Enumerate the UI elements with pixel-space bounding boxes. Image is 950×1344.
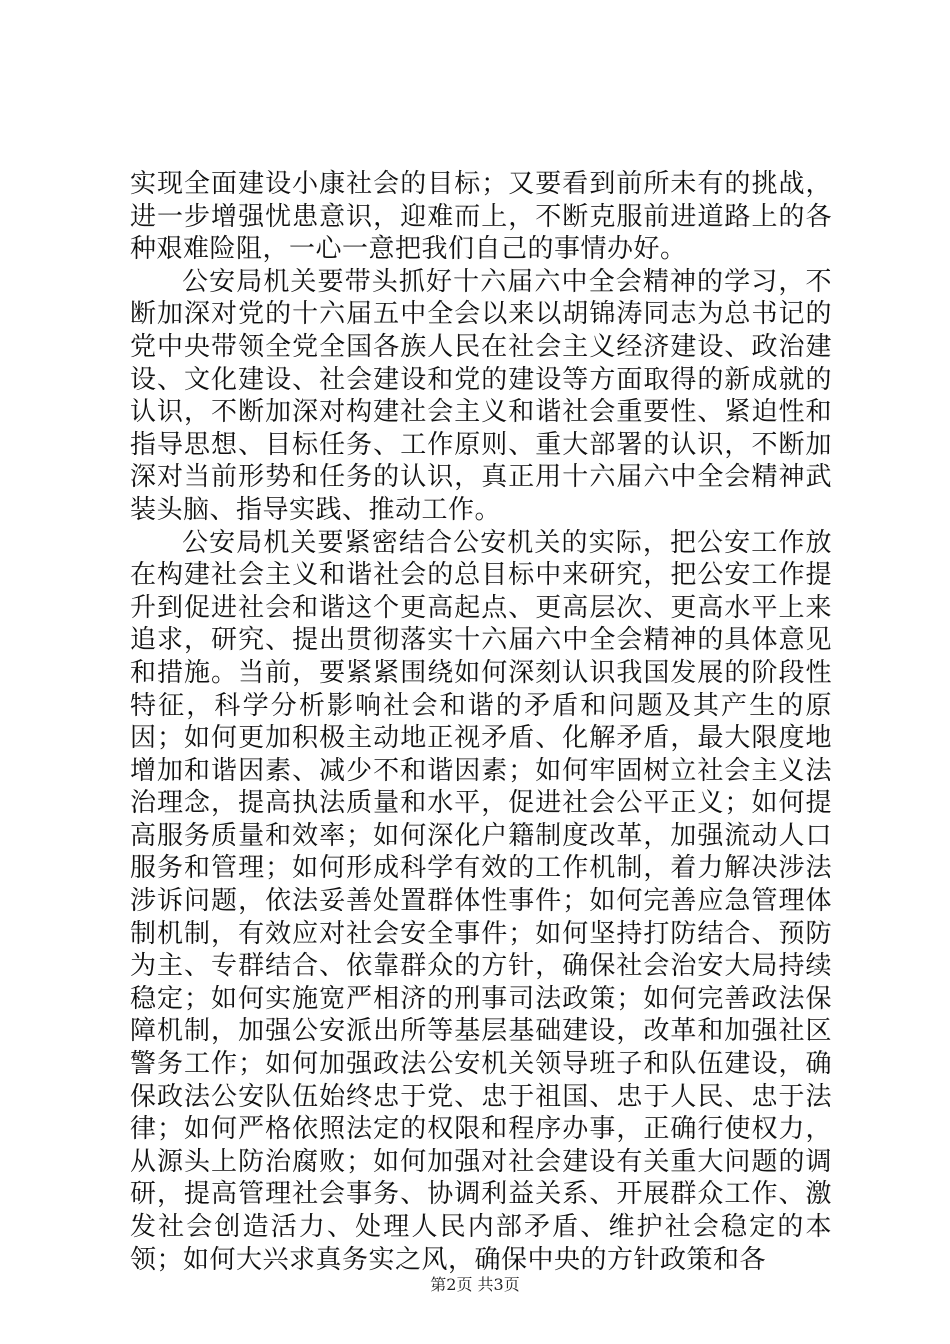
paragraph-3: 公安局机关要紧密结合公安机关的实际，把公安工作放在构建社会主义和谐社会的总目标中来研究，把公安工作提升到促进社会和谐这个更高起点、更高层次、更高水平上来追求，研究、提出贯彻落实十六届六中全会精神的具体意见和措施。当前，要紧紧围绕如何深刻认识我国发展的阶段性特征，科学分析影响社会和谐的矛盾和问题及其产生的原因；如何更加积极主动地正视矛盾、化解矛盾，最大限度地增加和谐因素、减少不和谐因素；如何牢固树立社会主义法治理念，提高执法质量和水平，促进社会公平正义；如何提高服务质量和效率；如何深化户籍制度改革，加强流动人口服务和管理；如何形成科学有效的工作机制，着力解决涉法涉诉问题，依法妥善处置群体性事件；如何完善应急管理体制机制，有效应对社会安全事件；如何坚持打防结合、预防为主、专群结合、依靠群众的方针，确保社会治安大局持续稳定；如何实施宽严相济的刑事司法政策；如何完善政法保障机制，加强公安派出所等基层基础建设，改革和加强社区警务工作；如何加强政法公安机关领导班子和队伍建设，确保政法公安队伍始终忠于党、忠于祖国、忠于人民、忠于法律；如何严格依照法定的权限和程序办事，正确行使权力，从源头上防治腐败；如何加强对社会建设有关重大问题的调研，提高管理社会事务、协调利益关系、开展群众工作、激发社会创造活力、处理人民内部矛盾、维护社会稳定的本领；如何大兴求真务实之风，确保中央的方针政策和各	[130, 527, 832, 1275]
page-number-footer: 第2页 共3页	[430, 1275, 520, 1294]
paragraph-1: 实现全面建设小康社会的目标；又要看到前所未有的挑战，进一步增强忧患意识，迎难而上，不断克服前进道路上的各种艰难险阻，一心一意把我们自己的事情办好。	[130, 169, 832, 265]
paragraph-2: 公安局机关要带头抓好十六届六中全会精神的学习，不断加深对党的十六届五中全会以来以胡锦涛同志为总书记的党中央带领全党全国各族人民在社会主义经济建设、政治建设、文化建设、社会建设和党的建设等方面取得的新成就的认识，不断加深对构建社会主义和谐社会重要性、紧迫性和指导思想、目标任务、工作原则、重大部署的认识，不断加深对当前形势和任务的认识，真正用十六届六中全会精神武装头脑、指导实践、推动工作。	[130, 266, 832, 525]
body-text	[130, 168, 832, 1276]
